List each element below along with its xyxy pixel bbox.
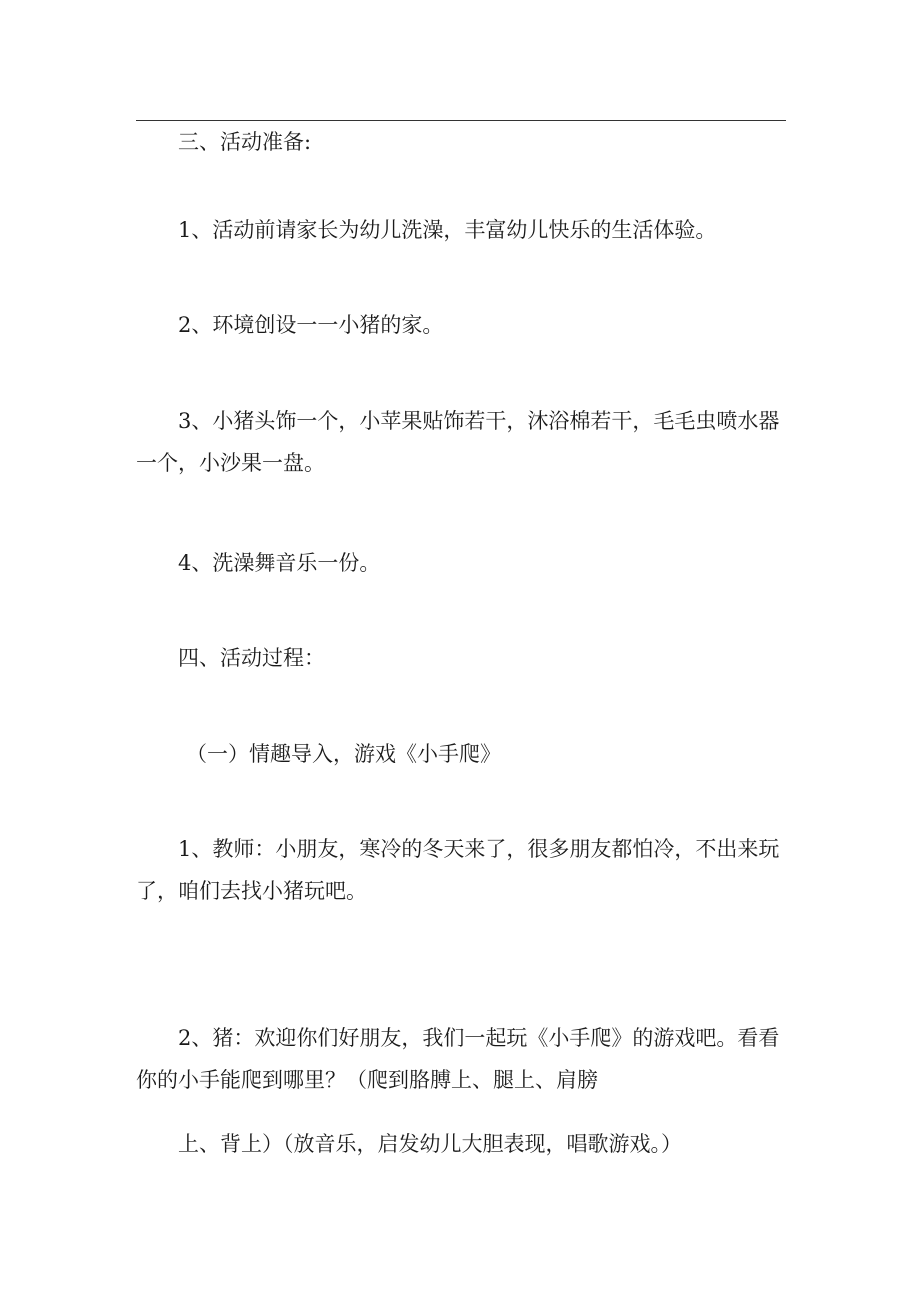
prep-item-4: 4、洗澡舞音乐一份。 [178,551,381,575]
prep-item-1: 1、活动前请家长为幼儿洗澡，丰富幼儿快乐的生活体验。 [178,218,717,242]
prep-item-3: 3、小猪头饰一个，小苹果贴饰若干，沐浴棉若干，毛毛虫喷水器一个，小沙果一盘。 [136,409,780,475]
section-heading-process: 四、活动过程： [178,646,325,670]
subsection-heading-1: （一）情趣导入，游戏《小手爬》 [186,742,501,766]
prep-item-2: 2、环境创设一一小猪的家。 [178,313,444,337]
section-heading-preparation: 三、活动准备: [178,130,312,154]
process-step-1: 1、教师：小朋友，寒冷的冬天来了，很多朋友都怕冷，不出来玩了，咱们去找小猪玩吧。 [136,837,780,903]
process-step-2-continued: 上、背上）（放音乐，启发幼儿大胆表现，唱歌游戏。） [178,1132,682,1156]
process-step-2: 2、猪：欢迎你们好朋友，我们一起玩《小手爬》的游戏吧。看看你的小手能爬到哪里？（爬到胳膊上、腿上、肩膀 [136,1026,780,1092]
